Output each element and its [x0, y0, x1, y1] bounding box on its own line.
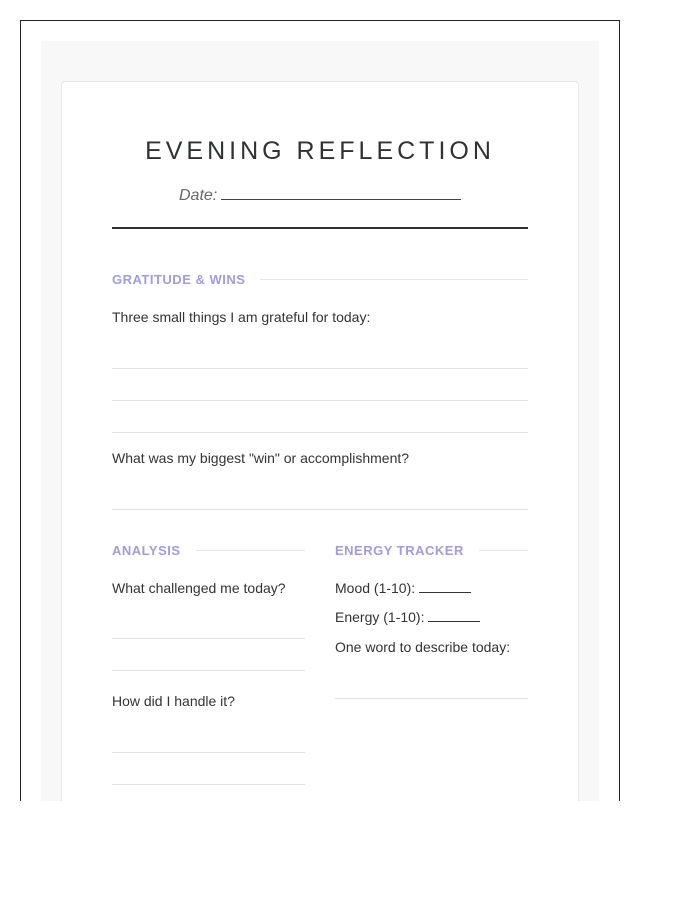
- win-line-1[interactable]: [112, 509, 528, 510]
- mood-field: [335, 580, 471, 596]
- challenge-line-1[interactable]: [112, 638, 305, 639]
- reflection-card: [61, 81, 579, 801]
- handle-line-1[interactable]: [112, 752, 305, 753]
- gratitude-heading-label: GRATITUDE & WINS: [112, 272, 246, 287]
- grateful-line-3[interactable]: [112, 432, 528, 433]
- prompt-handle: How did I handle it?: [112, 693, 235, 709]
- page-frame: [20, 20, 620, 801]
- handle-line-2[interactable]: [112, 784, 305, 785]
- section-energy-heading: [335, 543, 528, 558]
- date-label: Date:: [179, 187, 218, 204]
- analysis-heading-rule: [196, 550, 305, 551]
- energy-blank[interactable]: [428, 609, 480, 622]
- prompt-grateful: Three small things I am grateful for today:: [112, 309, 371, 325]
- date-blank-line[interactable]: [221, 185, 461, 200]
- energy-field: [335, 609, 480, 625]
- prompt-win: What was my biggest "win" or accomplishment?: [112, 450, 410, 466]
- page-background: [41, 41, 599, 801]
- energy-heading-label: ENERGY TRACKER: [335, 543, 464, 558]
- mood-label: Mood (1-10):: [335, 580, 416, 596]
- energy-label: Energy (1-10):: [335, 609, 425, 625]
- grateful-line-1[interactable]: [112, 368, 528, 369]
- energy-heading-rule: [479, 550, 528, 551]
- prompt-one-word: One word to describe today:: [335, 639, 511, 655]
- grateful-line-2[interactable]: [112, 400, 528, 401]
- mood-blank[interactable]: [419, 580, 471, 593]
- section-analysis-heading: [112, 543, 305, 558]
- one-word-line[interactable]: [335, 698, 528, 699]
- section-gratitude-heading: [112, 272, 528, 287]
- header-divider: [112, 227, 528, 229]
- analysis-heading-label: ANALYSIS: [112, 543, 181, 558]
- challenge-line-2[interactable]: [112, 670, 305, 671]
- page-title: EVENING REFLECTION: [145, 137, 495, 165]
- prompt-challenge: What challenged me today?: [112, 580, 286, 596]
- date-row: [179, 185, 461, 205]
- gratitude-heading-rule: [260, 279, 528, 280]
